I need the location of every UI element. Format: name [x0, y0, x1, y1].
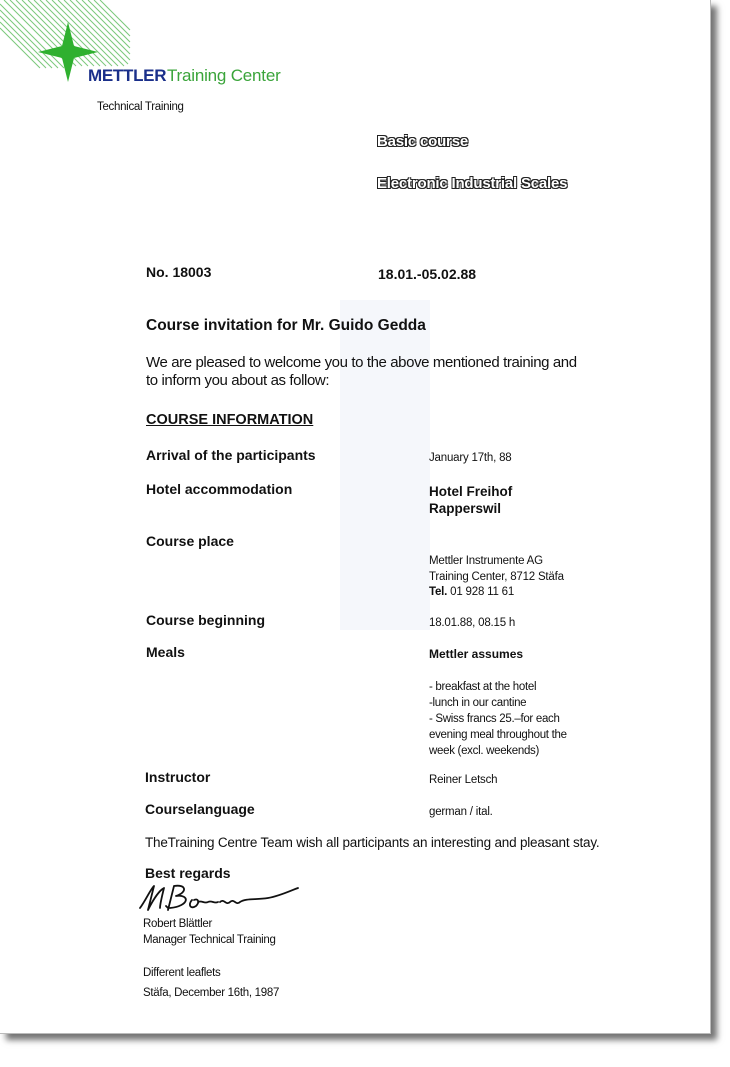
best-regards: Best regards [145, 865, 231, 881]
beginning-label: Course beginning [146, 612, 265, 628]
brand-center: Training Center [167, 66, 281, 85]
language-label: Courselanguage [145, 801, 255, 817]
brand-name: METTLER [88, 66, 167, 85]
intro-line-2: to inform you about as follow: [146, 372, 330, 389]
course-type: Basic course [377, 133, 468, 150]
place-tel [429, 584, 514, 600]
closing-wish: TheTraining Centre Team wish all participants an interesting and pleasant stay. [145, 835, 600, 850]
place-line-2: Training Center, 8712 Stäfa [429, 571, 564, 583]
course-subject: Electronic Industrial Scales [377, 175, 568, 192]
arrival-label: Arrival of the participants [146, 447, 316, 463]
tel-label: Tel. [429, 586, 448, 598]
language-value: german / ital. [429, 806, 493, 818]
hotel-line-1: Hotel Freihof [429, 484, 513, 499]
instructor-value: Reiner Letsch [429, 774, 498, 786]
meals-head: Mettler assumes [429, 647, 524, 661]
arrival-value: January 17th, 88 [429, 452, 512, 464]
tel-value: 01 928 11 61 [447, 586, 515, 598]
meals-item: -lunch in our cantine [429, 697, 527, 709]
place-line-1: Mettler Instrumente AG [429, 555, 543, 567]
beginning-value: 18.01.88, 08.15 h [429, 617, 516, 629]
meals-list [429, 679, 589, 759]
hotel-label: Hotel accommodation [146, 481, 293, 497]
department-label: Technical Training [97, 101, 184, 113]
instructor-label: Instructor [145, 769, 211, 785]
enclosure: Different leaflets [143, 967, 221, 979]
intro-line-1: We are pleased to welcome you to the above mentioned training and [146, 354, 577, 371]
signature-icon [136, 880, 306, 916]
signer-name: Robert Blättler [143, 918, 213, 930]
meals-item: - Swiss francs 25.–for each evening meal throughout the week (excl. weekends) [429, 713, 567, 757]
course-number: No. 18003 [146, 264, 212, 280]
meals-item: - breakfast at the hotel [429, 681, 537, 693]
place-label: Course place [146, 533, 234, 549]
place-date: Stäfa, December 16th, 1987 [143, 987, 280, 999]
hotel-line-2: Rapperswil [429, 501, 502, 516]
course-dates: 18.01.-05.02.88 [378, 266, 477, 282]
section-title: COURSE INFORMATION [146, 412, 314, 428]
invitation-heading: Course invitation for Mr. Guido Gedda [146, 317, 426, 334]
bleed-through-shadow [340, 300, 430, 630]
meals-label: Meals [146, 644, 185, 660]
signer-title: Manager Technical Training [143, 934, 276, 946]
